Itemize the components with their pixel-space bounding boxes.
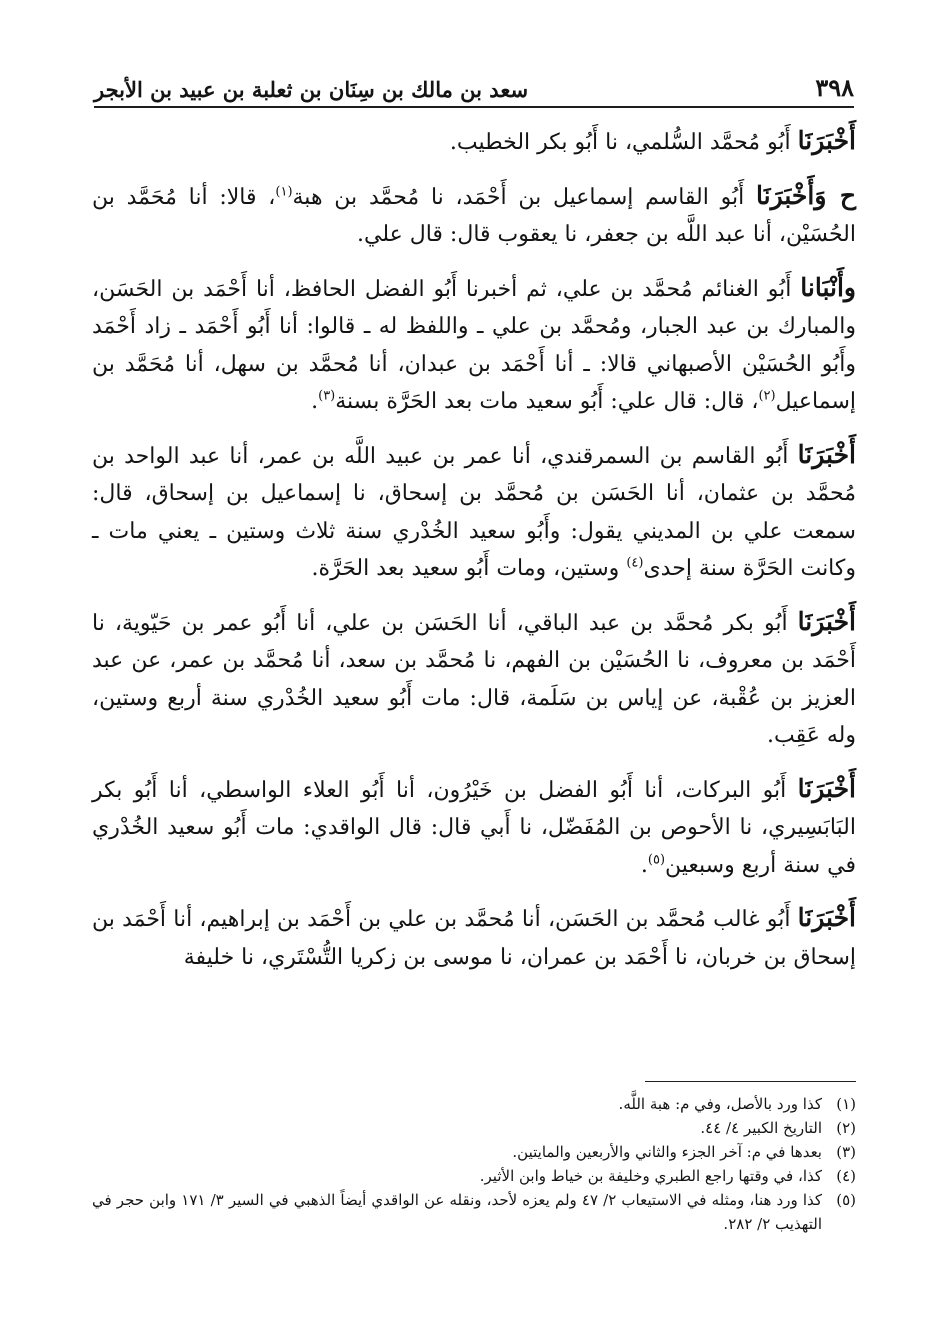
footnote-ref: (١) xyxy=(275,184,293,200)
footnote-ref: (٣) xyxy=(318,388,336,404)
keyword: ح وَأَخْبَرَنَا xyxy=(756,180,856,210)
paragraph-text: . xyxy=(311,389,319,414)
footnote-text: كذا ورد بالأصل، وفي م: هبة اللَّه. xyxy=(618,1095,822,1113)
paragraph-5 xyxy=(92,603,856,755)
footnote-text: كذا، في وقتها راجع الطبري وخليفة بن خياط وابن الأثير. xyxy=(479,1167,822,1185)
main-text xyxy=(92,122,856,991)
keyword: أَخْبَرَنَا xyxy=(797,903,856,932)
paragraph-text: أَبُو القاسم إسماعيل بن أَحْمَد، نا مُحمَّد بن هبة xyxy=(292,184,756,210)
paragraph-6 xyxy=(92,770,856,885)
paragraph-1 xyxy=(92,122,856,162)
running-header xyxy=(94,60,854,108)
paragraph-text: أَبُو مُحمَّد السُّلمي، نا أَبُو بكر الخطيب. xyxy=(449,130,798,155)
footnote xyxy=(92,1188,856,1236)
paragraph-text: . xyxy=(640,852,648,878)
footnote-number: (٤) xyxy=(836,1167,856,1185)
paragraph-4 xyxy=(92,436,856,588)
footnote-number: (٥) xyxy=(836,1191,856,1209)
paragraph-text: أَبُو القاسم بن السمرقندي، أنا عمر بن عبيد اللَّه بن عمر، أنا عبد الواحد بن مُحمَّد بن عثمان، أنا الحَسَن بن مُحمَّد بن إسحاق، نا إسماعيل بن إسحاق، قال: سمعت علي بن المديني يقول: وأَبُو سعيد الخُدْري سنة ثلاث وستين ـ يعني مات ـ وكانت الحَرَّة سنة إحدى xyxy=(92,443,856,581)
footnote-number: (٣) xyxy=(836,1143,856,1161)
footnote-text: التاريخ الكبير ٤/ ٤٤. xyxy=(700,1119,822,1137)
footnote-number: (١) xyxy=(836,1095,856,1113)
paragraph-text: ، قالا: أنا مُحَمَّد بن الحُسَيْن، أنا عبد اللَّه بن جعفر، نا يعقوب قال: قال علي. xyxy=(92,184,856,247)
footnote xyxy=(92,1092,856,1116)
running-title: سعد بن مالك بن سِنَان بن ثعلبة بن عبيد بن الأبجر xyxy=(94,77,529,102)
paragraph-text: أَبُو الغنائم مُحمَّد بن علي، ثم أخبرنا أَبُو الفضل الحافظ، أنا أَحْمَد بن الحَسَن، والمبارك بن عبد الجبار، ومُحمَّد بن علي ـ واللفظ له ـ قالوا: أنا أَبُو أَحْمَد ـ زاد أَحْمَد وأَبُو الحُسَيْن الأصبهاني قالا: ـ أنا أَحْمَد بن عبدان، أنا مُحمَّد بن سهل، أنا مُحَمَّد بن إسماعيل xyxy=(92,276,856,414)
paragraph-text: أَبُو بكر مُحمَّد بن عبد الباقي، أنا الحَسَن بن علي، أنا أَبُو عمر بن حَيّوية، نا أَحْمَد بن معروف، نا الحُسَيْن بن الفهم، نا مُحمَّد بن سعد، أنا مُحمَّد بن عمر، عن عبد العزيز بن عُقْبة، عن إياس بن سَلَمة، قال: مات أَبُو سعيد الخُدْري سنة أربع وستين، وله عَقِب. xyxy=(92,610,856,748)
footnote-text: بعدها في م: آخر الجزء والثاني والأربعين والمايتين. xyxy=(512,1143,822,1161)
footnote-separator xyxy=(645,1081,856,1082)
paragraph-7 xyxy=(92,899,856,976)
footnotes xyxy=(92,1092,856,1236)
paragraph-3 xyxy=(92,269,856,421)
footnote xyxy=(92,1164,856,1188)
footnote-ref: (٥) xyxy=(647,852,666,868)
paragraph-text: أَبُو غالب مُحمَّد بن الحَسَن، أنا مُحمَّد بن علي بن أَحْمَد بن إبراهيم، أنا أَحْمَد بن إسحاق بن خربان، نا أَحْمَد بن عمران، نا موسى بن زكريا التُّسْتَري، نا خليفة xyxy=(92,907,856,970)
keyword: أَخْبَرَنَا xyxy=(797,773,856,803)
paragraph-text: ، قال: قال علي: أَبُو سعيد مات بعد الحَرَّة بسنة xyxy=(335,389,759,414)
footnote-text: كذا ورد هنا، ومثله في الاستيعاب ٢/ ٤٧ ولم يعزه لأحد، ونقله عن الواقدي أيضاً الذهبي في السير ٣/ ١٧١ وابن حجر في التهذيب ٢/ ٢٨٢. xyxy=(92,1191,822,1233)
page-number: ٣٩٨ xyxy=(815,73,854,102)
footnote xyxy=(92,1140,856,1164)
paragraph-text: أَبُو البركات، أنا أَبُو الفضل بن خَيْرُون، أنا أَبُو العلاء الواسطي، أنا أَبُو بكر البَابَسِيري، نا الأحوص بن المُفَضّل، نا أَبي قال: قال الواقدي: مات أَبُو سعيد الخُدْري في سنة أربع وسبعين xyxy=(92,777,856,878)
keyword: أَخْبَرَنَا xyxy=(797,439,856,469)
footnote-ref: (٢) xyxy=(758,388,776,404)
footnote-ref: (٤) xyxy=(626,555,644,571)
keyword: أَخْبَرَنَا xyxy=(797,126,856,155)
footnote xyxy=(92,1116,856,1140)
footnote-number: (٢) xyxy=(836,1119,856,1137)
paragraph-2 xyxy=(92,177,856,254)
paragraph-text: وستين، ومات أَبُو سعيد بعد الحَرَّة. xyxy=(311,556,627,581)
keyword: وأَنْبَانا xyxy=(800,272,856,302)
keyword: أَخْبَرَنَا xyxy=(797,606,856,636)
